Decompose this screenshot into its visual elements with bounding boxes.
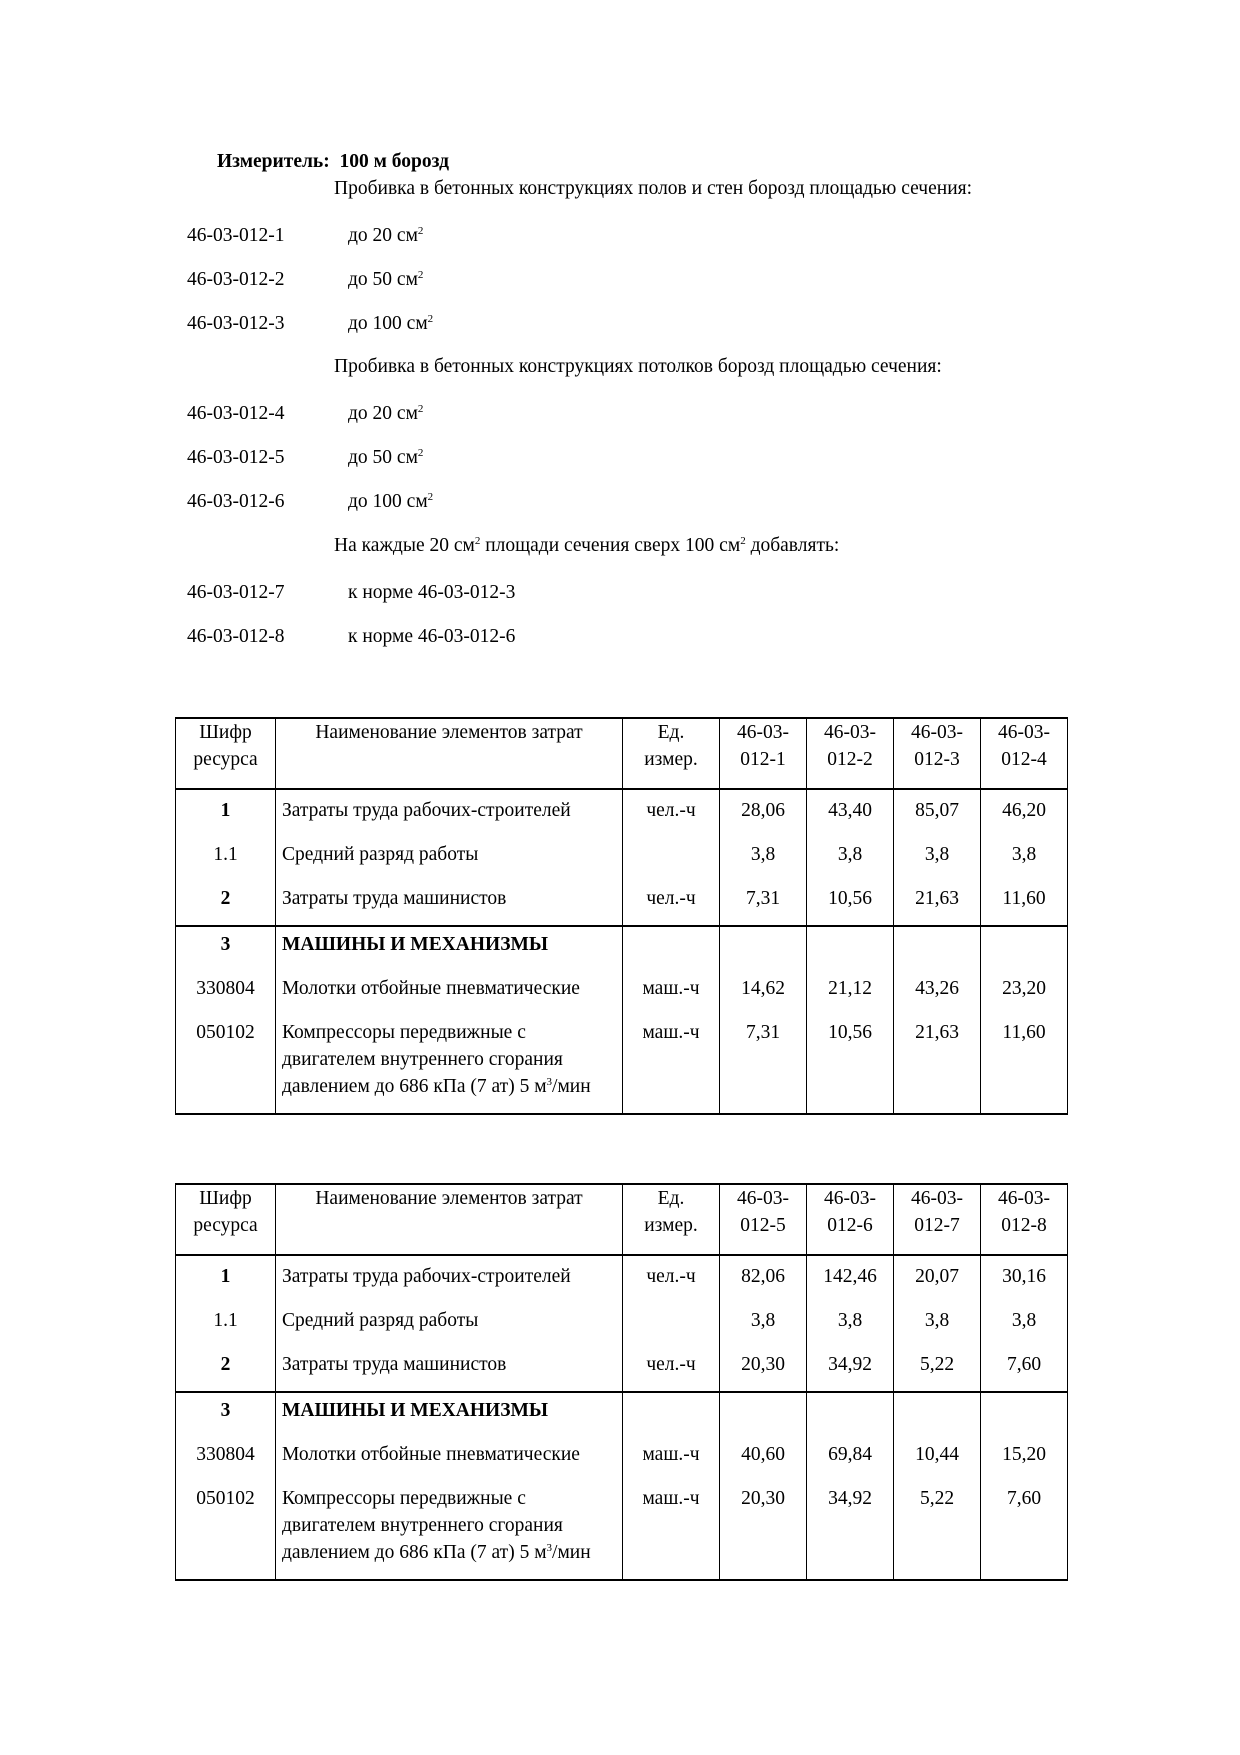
row-value: 21,63 xyxy=(894,881,981,926)
row-value: 7,31 xyxy=(720,881,807,926)
norm-code: 46-03-012-1 xyxy=(187,225,285,246)
row-value xyxy=(807,1392,894,1437)
row-code: 2 xyxy=(176,1347,276,1392)
header-norm-col: 46-03- 012-2 xyxy=(807,718,894,789)
norm-code: 46-03-012-7 xyxy=(187,582,285,603)
table-row xyxy=(176,971,1068,1015)
row-value xyxy=(981,1392,1068,1437)
row-value: 69,84 xyxy=(807,1437,894,1481)
header-norm-col: 46-03- 012-7 xyxy=(894,1184,981,1255)
header-norm-col: 46-03- 012-8 xyxy=(981,1184,1068,1255)
row-name: Затраты труда машинистов xyxy=(276,881,623,926)
row-value: 28,06 xyxy=(720,789,807,837)
row-value: 3,8 xyxy=(807,1303,894,1347)
row-name: Затраты труда машинистов xyxy=(276,1347,623,1392)
row-value: 142,46 xyxy=(807,1255,894,1303)
norm-code: 46-03-012-8 xyxy=(187,626,285,647)
norm-description: до 100 $см^2$ xyxy=(348,313,434,334)
row-value: 5,22 xyxy=(894,1481,981,1580)
row-unit: маш.-ч xyxy=(623,1481,720,1580)
row-name: Молотки отбойные пневматические xyxy=(276,1437,623,1481)
row-value xyxy=(807,926,894,971)
norm-description: до 100 $см^2$ xyxy=(348,491,434,512)
row-value: 5,22 xyxy=(894,1347,981,1392)
norm-description: к норме 46-03-012-3 xyxy=(348,582,516,603)
row-value: 10,56 xyxy=(807,1015,894,1114)
row-value: 11,60 xyxy=(981,881,1068,926)
row-code: 050102 xyxy=(176,1015,276,1114)
row-value: 34,92 xyxy=(807,1481,894,1580)
norm-description: до 50 $см^2$ xyxy=(348,269,424,290)
row-unit: маш.-ч xyxy=(623,1437,720,1481)
row-unit xyxy=(623,926,720,971)
row-code: 1.1 xyxy=(176,1303,276,1347)
meter-label: Измеритель: 100 м борозд xyxy=(217,151,449,172)
row-value: 11,60 xyxy=(981,1015,1068,1114)
norm-code: 46-03-012-2 xyxy=(187,269,285,290)
row-value: 14,62 xyxy=(720,971,807,1015)
header-unit: Ед. измер. xyxy=(623,1184,720,1255)
row-unit xyxy=(623,1303,720,1347)
row-name: Средний разряд работы xyxy=(276,1303,623,1347)
header-norm-col: 46-03- 012-6 xyxy=(807,1184,894,1255)
row-unit: чел.-ч xyxy=(623,1347,720,1392)
row-name: Затраты труда рабочих-строителей xyxy=(276,789,623,837)
row-name: МАШИНЫ И МЕХАНИЗМЫ xyxy=(276,1392,623,1437)
table-row-group xyxy=(176,926,1068,971)
row-value xyxy=(894,1392,981,1437)
row-value xyxy=(720,926,807,971)
row-name: Затраты труда рабочих-строителей xyxy=(276,1255,623,1303)
table-row xyxy=(176,1015,1068,1114)
row-name: Молотки отбойные пневматические xyxy=(276,971,623,1015)
resource-table xyxy=(175,1183,1068,1581)
table-row xyxy=(176,1255,1068,1303)
table-row xyxy=(176,1303,1068,1347)
row-value: 46,20 xyxy=(981,789,1068,837)
row-name: Средний разряд работы xyxy=(276,837,623,881)
row-unit: маш.-ч xyxy=(623,1015,720,1114)
norm-description: к норме 46-03-012-6 xyxy=(348,626,516,647)
row-value: 3,8 xyxy=(807,837,894,881)
header-name: Наименование элементов затрат xyxy=(276,718,623,789)
row-name: МАШИНЫ И МЕХАНИЗМЫ xyxy=(276,926,623,971)
norm-code: 46-03-012-5 xyxy=(187,447,285,468)
row-code: 050102 xyxy=(176,1481,276,1580)
row-unit: чел.-ч xyxy=(623,789,720,837)
row-value: 10,56 xyxy=(807,881,894,926)
row-value: 23,20 xyxy=(981,971,1068,1015)
row-value: 20,30 xyxy=(720,1347,807,1392)
row-value xyxy=(981,926,1068,971)
norm-description: до 50 $см^2$ xyxy=(348,447,424,468)
row-value: 43,26 xyxy=(894,971,981,1015)
row-value: 43,40 xyxy=(807,789,894,837)
row-code: 1 xyxy=(176,1255,276,1303)
row-value xyxy=(720,1392,807,1437)
table-row xyxy=(176,789,1068,837)
table-row-group xyxy=(176,1392,1068,1437)
row-value: 3,8 xyxy=(981,1303,1068,1347)
resource-table xyxy=(175,717,1068,1115)
row-code: 330804 xyxy=(176,1437,276,1481)
row-value: 20,07 xyxy=(894,1255,981,1303)
row-value: 20,30 xyxy=(720,1481,807,1580)
table-row xyxy=(176,1437,1068,1481)
row-value: 21,63 xyxy=(894,1015,981,1114)
header-norm-col: 46-03- 012-4 xyxy=(981,718,1068,789)
row-value: 3,8 xyxy=(720,837,807,881)
table-header xyxy=(176,1184,1068,1255)
row-unit: чел.-ч xyxy=(623,881,720,926)
row-value: 3,8 xyxy=(894,837,981,881)
row-value: 30,16 xyxy=(981,1255,1068,1303)
header-norm-col: 46-03- 012-5 xyxy=(720,1184,807,1255)
row-value: 15,20 xyxy=(981,1437,1068,1481)
section-title: На каждые 20 $см^2$ площади сечения сверх 100 $см^2$ добавлять: xyxy=(334,535,840,556)
table-row xyxy=(176,837,1068,881)
norm-description: до 20 $см^2$ xyxy=(348,403,424,424)
row-value: 7,60 xyxy=(981,1347,1068,1392)
row-unit: чел.-ч xyxy=(623,1255,720,1303)
table-header xyxy=(176,718,1068,789)
section-title: Пробивка в бетонных конструкциях полов и стен борозд площадью сечения: xyxy=(334,178,973,199)
header-unit: Ед. измер. xyxy=(623,718,720,789)
row-value: 85,07 xyxy=(894,789,981,837)
norm-description: до 20 $см^2$ xyxy=(348,225,424,246)
norm-code: 46-03-012-6 xyxy=(187,491,285,512)
row-code: 1.1 xyxy=(176,837,276,881)
row-value: 21,12 xyxy=(807,971,894,1015)
row-code: 3 xyxy=(176,926,276,971)
header-code: Шифр ресурса xyxy=(176,718,276,789)
table-row xyxy=(176,1481,1068,1580)
header-name: Наименование элементов затрат xyxy=(276,1184,623,1255)
row-value: 7,60 xyxy=(981,1481,1068,1580)
row-code: 2 xyxy=(176,881,276,926)
row-value: 3,8 xyxy=(720,1303,807,1347)
row-value: 82,06 xyxy=(720,1255,807,1303)
row-value: 3,8 xyxy=(981,837,1068,881)
row-value: 40,60 xyxy=(720,1437,807,1481)
table-row xyxy=(176,881,1068,926)
header-norm-col: 46-03- 012-3 xyxy=(894,718,981,789)
header-code: Шифр ресурса xyxy=(176,1184,276,1255)
norm-code: 46-03-012-4 xyxy=(187,403,285,424)
section-title: Пробивка в бетонных конструкциях потолков борозд площадью сечения: xyxy=(334,356,942,377)
row-name: Компрессоры передвижные с двигателем внутреннего сгорания давлением до 686 кПа (7 ат) 5 $м^3$/мин xyxy=(276,1015,623,1114)
row-value: 3,8 xyxy=(894,1303,981,1347)
row-name: Компрессоры передвижные с двигателем внутреннего сгорания давлением до 686 кПа (7 ат) 5 $м^3$/мин xyxy=(276,1481,623,1580)
row-code: 1 xyxy=(176,789,276,837)
row-code: 3 xyxy=(176,1392,276,1437)
header-norm-col: 46-03- 012-1 xyxy=(720,718,807,789)
row-code: 330804 xyxy=(176,971,276,1015)
norm-code: 46-03-012-3 xyxy=(187,313,285,334)
row-value: 10,44 xyxy=(894,1437,981,1481)
row-unit xyxy=(623,1392,720,1437)
row-unit: маш.-ч xyxy=(623,971,720,1015)
row-unit xyxy=(623,837,720,881)
row-value: 7,31 xyxy=(720,1015,807,1114)
table-row xyxy=(176,1347,1068,1392)
row-value xyxy=(894,926,981,971)
row-value: 34,92 xyxy=(807,1347,894,1392)
